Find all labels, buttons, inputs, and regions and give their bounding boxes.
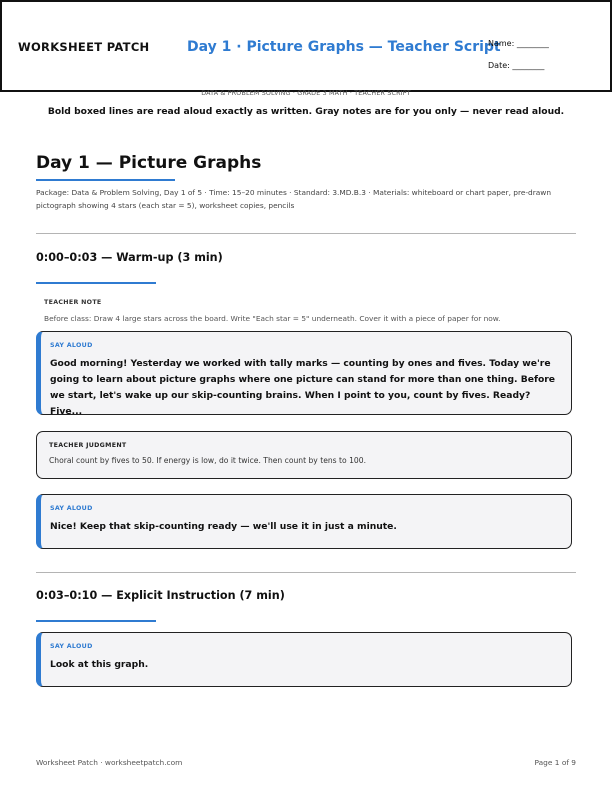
teacher-judgment-box	[36, 431, 572, 479]
document-title: Day 1 · Picture Graphs — Teacher Script	[187, 39, 501, 55]
teacher-judgment-label: TEACHER JUDGMENT	[49, 442, 127, 449]
say-aloud-label: SAY ALOUD	[50, 342, 93, 349]
say-aloud-text: Good morning! Yesterday we worked with tally marks — counting by ones and fives. Today we're going to learn about picture graphs where one picture can stand for more than one thing. Before we start, let's wake up our skip-counting brains. When I point to you, count by fives. Ready? Five...	[50, 358, 556, 417]
page-number: Page 1 of 9	[534, 758, 576, 767]
section-heading-instruction: 0:03–0:10 — Explicit Instruction (7 min)	[36, 589, 285, 602]
package-line: Package: Data & Problem Solving, Day 1 of 5 · Time: 15–20 minutes · Standard: 3.MD.B.3 · Materials: whiteboard or chart paper, pre-drawn pictograph showing 4 stars (each star = 5), worksheet copies, pencils	[36, 188, 552, 210]
day-heading: Day 1 — Picture Graphs	[36, 153, 262, 173]
page-header	[0, 0, 612, 92]
date-field: Date: ________	[488, 61, 545, 70]
section-underline	[36, 620, 156, 622]
section-divider	[36, 572, 576, 573]
say-aloud-label: SAY ALOUD	[50, 505, 93, 512]
say-aloud-text: Nice! Keep that skip-counting ready — we'll use it in just a minute.	[50, 521, 397, 532]
say-aloud-box	[36, 494, 572, 549]
name-field: Name: ________	[488, 39, 549, 48]
meta-line: DATA & PROBLEM SOLVING · GRADE 3 MATH · TEACHER SCRIPT	[201, 90, 411, 97]
teacher-note-text: Before class: Draw 4 large stars across the board. Write "Each star = 5" underneath. Cover it with a piece of paper for now.	[44, 314, 501, 323]
brand-name: WORKSHEET PATCH	[18, 40, 150, 54]
heading-underline	[36, 179, 175, 181]
say-aloud-label: SAY ALOUD	[50, 643, 93, 650]
section-divider	[36, 233, 576, 234]
say-aloud-box	[36, 331, 572, 415]
say-aloud-text: Look at this graph.	[50, 659, 149, 670]
footer-site: Worksheet Patch · worksheetpatch.com	[36, 758, 183, 767]
section-underline	[36, 282, 156, 284]
section-heading-warmup: 0:00–0:03 — Warm-up (3 min)	[36, 251, 223, 264]
name-date-fields	[488, 33, 549, 77]
teacher-note-label: TEACHER NOTE	[44, 299, 102, 306]
teacher-judgment-text: Choral count by fives to 50. If energy is low, do it twice. Then count by tens to 100.	[49, 456, 366, 465]
intro-instruction: Bold boxed lines are read aloud exactly as written. Gray notes are for you only — never read aloud.	[47, 106, 565, 117]
say-aloud-box	[36, 632, 572, 687]
